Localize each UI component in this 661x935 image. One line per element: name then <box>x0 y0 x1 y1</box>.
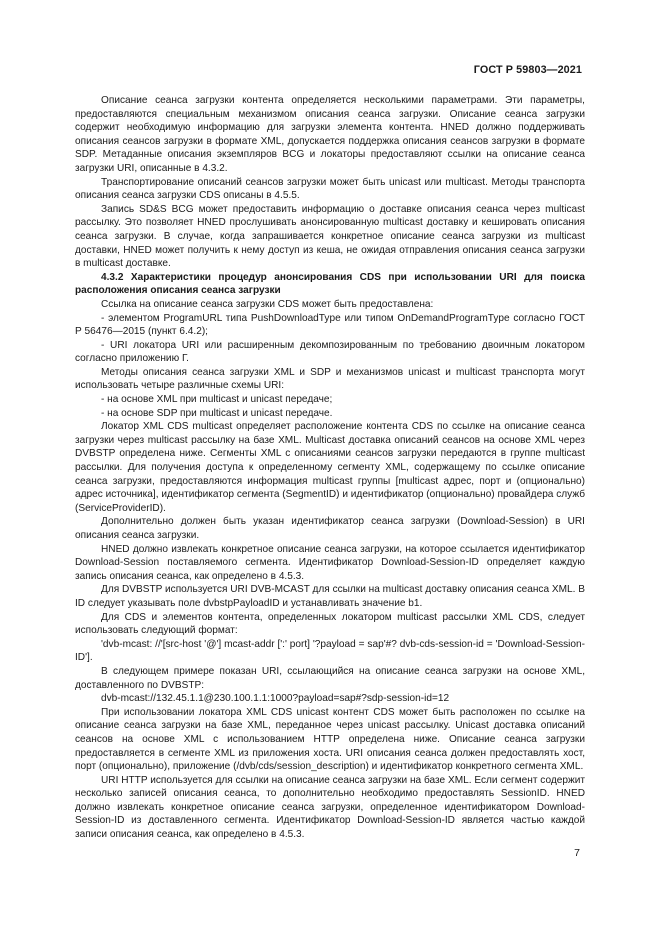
paragraph: HNED должно извлекать конкретное описание сеанса загрузки, на которое ссылается идентификатор Download-Session поставляемого сегмента. Идентификатор Download-Session-ID определяет каждую запись описания сеанса, как определено в 4.5.3. <box>75 543 585 582</box>
paragraph: Дополнительно должен быть указан идентификатор сеанса загрузки (Download-Session) в URI описания сеанса загрузки. <box>75 516 585 541</box>
uri-example: dvb-mcast://132.45.1.1@230.100.1.1:1000?payload=sap#?sdp-session-id=12 <box>101 693 450 705</box>
paragraph: Запись SD&S BCG может предоставить информацию о доставке описания сеанса через multicast рассылку. Это позволяет HNED прослушивать анонсированную multicast доставку и кешировать описания сеанса загрузки. В случае, когда запрашивается конкретное описание сеанса загрузки из multicast доставки, HNED может получить к нему доступ из кеша, не ожидая отправления описания сеанса загрузки в multicast доставке. <box>75 203 585 270</box>
list-item: - элементом ProgramURL типа PushDownloadType или типом OnDemandProgramType согласно ГОСТ Р 56476—2015 (пункт 6.4.2); <box>75 312 585 338</box>
paragraph: Описание сеанса загрузки контента определяется несколькими параметрами. Эти параметры, предоставляются специальным механизмом описания сеанса загрузки. Описание сеанса загрузки содержит необходимую информацию для загрузки элемента контента. HNED должно поддерживать описания сеансов загрузки в формате XML, допускается поддержка описания сеансов загрузки в формате SDP. Метаданные описания экземпляров BCG и локаторы предоставляют ссылки на описание сеанса загрузки URI, описанные в 4.3.2. <box>75 95 585 174</box>
paragraph: Для CDS и элементов контента, определенных локатором multicast рассылки XML CDS, следует использовать следующий формат: <box>75 611 585 637</box>
paragraph: URI HTTP используется для ссылки на описание сеанса загрузки на базе XML. Если сегмент содержит несколько записей описания сеанса, то дополнительно необходимо предоставлять SessionID. HNED должно извлекать конкретное описание сеанса загрузки, определенное идентификатором Download-Session-ID из доставленного сегмента. Идентификатор Download-Session-ID является частью каждой записи описания сеанса, как определено в 4.5.3. <box>75 774 585 841</box>
section-heading: 4.3.2 Характеристики процедур анонсирования CDS при использовании URI для поиска расположения описания сеанса загрузки <box>75 271 585 297</box>
list-item: - URI локатора URI или расширенным декомпозированным по требованию двоичным локатором согласно приложению Г. <box>75 339 585 365</box>
paragraph: Для DVBSTP используется URI DVB-MCAST для ссылки на multicast доставку описания сеанса XML. В ID следует указывать поле dvbstpPayloadID и устанавливать значение b1. <box>75 584 585 609</box>
paragraph: Методы описания сеанса загрузки XML и SDP и механизмов unicast и multicast транспорта могут использовать четыре различные схемы URI: <box>75 366 585 392</box>
list-item: - на основе SDP при multicast и unicast передаче. <box>101 407 333 419</box>
uri-format: 'dvb-mcast: //'[src-host '@'] mcast-addr [':' port] '?payload = sap'#? dvb-cds-session-id = 'Download-Session-ID']. <box>75 638 585 664</box>
paragraph: Локатор XML CDS multicast определяет расположение контента CDS по ссылке на описание сеанса загрузки через multicast рассылку на базе XML. Multicast доставка описаний сеансов на основе XML через DVBSTP определена ниже. Сегменты XML с описаниями сеансов загрузки передаются в группе multicast рассылки. Для получения доступа к определенному сегменту XML, содержащему по ссылке описание сеанса загрузки, предоставляются информация multicast группы [multicast адрес, порт и (опционально) адрес источника], идентификатор сегмента (SegmentID) и идентификатор (опционально) провайдера служб (ServiceProviderID). <box>75 421 585 514</box>
paragraph: Транспортирование описаний сеансов загрузки может быть unicast или multicast. Методы транспорта описания сеанса загрузки CDS описаны в 4.5.5. <box>75 176 585 202</box>
paragraph: В следующем примере показан URI, ссылающийся на описание сеанса загрузки на основе XML, доставленного по DVBSTP: <box>75 665 585 691</box>
list-item: - на основе XML при multicast и unicast передаче; <box>101 394 333 406</box>
page-number: 7 <box>574 847 580 859</box>
standard-header: ГОСТ Р 59803—2021 <box>473 64 582 76</box>
paragraph: Ссылка на описание сеанса загрузки CDS может быть предоставлена: <box>101 298 434 310</box>
paragraph: При использовании локатора XML CDS unicast контент CDS может быть расположен по ссылке на описание сеанса загрузки на базе XML, переданное через unicast рассылку. Unicast доставка описаний сеансов на основе XML с использованием HTTP определена ниже. Описание сеанса загрузки предоставляется в сегменте XML из приложения хоста. URI описания сеанса должен предоставлять хост, порт (опционально), приложение (/dvb/cds/session_description) и идентификатор конкретного сегмента XML. <box>75 706 585 773</box>
document-body <box>75 94 585 842</box>
